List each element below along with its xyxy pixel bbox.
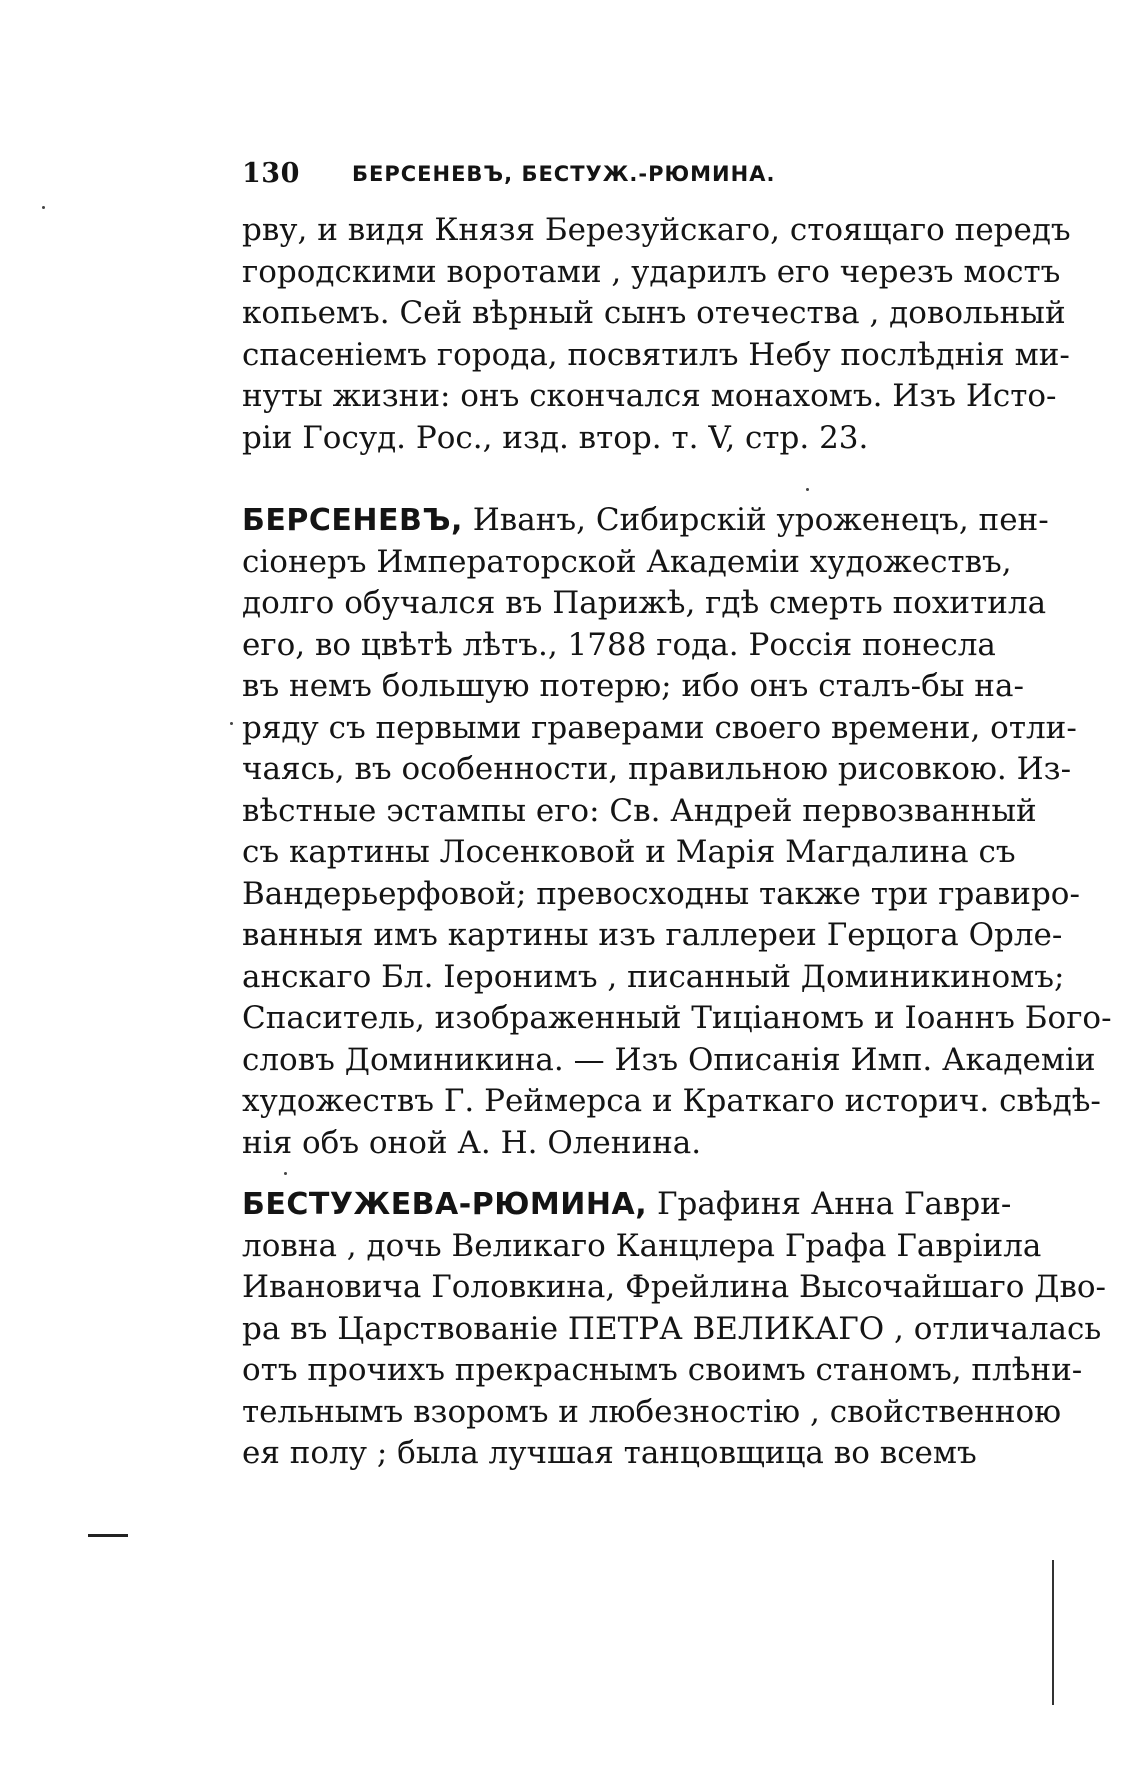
paragraph-continuation: [242, 210, 1071, 459]
entry-bestuzheva-ryumina: [242, 1184, 1107, 1475]
text-line: долго обучался въ Парижѣ, гдѣ смерть похитила: [242, 585, 1047, 621]
text-line: рву, и видя Князя Березуйскаго, стоящаго передъ: [242, 212, 1071, 248]
text-line: ра въ Царствованіе ПЕТРА ВЕЛИКАГО , отличалась: [242, 1310, 1102, 1347]
entry-first-line: [242, 500, 1049, 542]
text-line: ловна , дочь Великаго Канцлера Графа Гавріила: [242, 1227, 1042, 1264]
margin-dash-mark: [88, 1534, 128, 1537]
entry-first-line-text: Графиня Анна Гаври-: [656, 1186, 1012, 1222]
text-line: анскаго Бл. Іеронимъ , писанный Доминикиномъ;: [242, 958, 1065, 995]
entry-first-line: [242, 1184, 1012, 1226]
entry-name: БЕРСЕНЕВЪ,: [242, 503, 463, 538]
page-header: [242, 158, 972, 198]
text-line: вѣстные эстампы его: Св. Андрей первозванный: [242, 792, 1037, 829]
scan-speck: [230, 722, 233, 725]
text-line: словъ Доминикина. — Изъ Описанія Имп. Академіи: [242, 1041, 1096, 1078]
text-line: отъ прочихъ прекраснымъ своимъ станомъ, плѣни-: [242, 1352, 1083, 1388]
text-line: его, во цвѣтѣ лѣтъ., 1788 года. Россія понесла: [242, 626, 996, 663]
text-line: Спаситель, изображенный Тиціаномъ и Іоаннъ Бого-: [242, 1000, 1112, 1036]
text-line: ванныя имъ картины изъ галлереи Герцога Орле-: [242, 917, 1063, 953]
text-line: художествъ Г. Реймерса и Краткаго историч. свѣдѣ-: [242, 1083, 1101, 1119]
text-line: Ивановича Головкина, Фрейлина Высочайшаго Дво-: [242, 1269, 1107, 1305]
text-line: городскими воротами , ударилъ его черезъ мостъ: [242, 253, 1061, 290]
text-line: ряду съ первыми граверами своего времени, отли-: [242, 709, 1077, 746]
entry-name: БЕСТУЖЕВА-РЮМИНА,: [242, 1187, 648, 1222]
entry-first-line-text: Иванъ, Сибирскій уроженецъ, пен-: [472, 502, 1049, 538]
text-line: въ немъ большую потерю; ибо онъ сталъ-бы на-: [242, 668, 1024, 704]
text-line: ея полу ; была лучшая танцовщица во всемъ: [242, 1435, 977, 1471]
page-number: 130: [242, 158, 300, 189]
scan-speck: [284, 1172, 287, 1175]
text-line: чаясь, въ особенности, правильною рисовкою. Из-: [242, 751, 1072, 787]
scan-speck: [42, 206, 45, 209]
text-line: ріи Госуд. Рос., изд. втор. т. V, стр. 23.: [242, 419, 869, 456]
entry-bersenev: [242, 500, 1112, 1164]
text-line: нія объ оной А. Н. Оленина.: [242, 1124, 702, 1161]
text-line: нуты жизни: онъ скончался монахомъ. Изъ Исто-: [242, 378, 1057, 414]
running-head: БЕРСЕНЕВЪ, БЕСТУЖ.-РЮМИНА.: [352, 162, 776, 186]
scan-speck: [806, 488, 809, 491]
text-line: тельнымъ взоромъ и любезностію , свойственною: [242, 1393, 1062, 1430]
text-line: Вандерьерфовой; превосходны также три гравиро-: [242, 875, 1080, 912]
text-line: копьемъ. Сей вѣрный сынъ отечества , довольный: [242, 295, 1066, 331]
margin-vertical-mark: [1052, 1560, 1054, 1705]
text-line: спасеніемъ города, посвятилъ Небу послѣднія ми-: [242, 336, 1070, 373]
text-line: сіонеръ Императорской Академіи художествъ,: [242, 543, 1012, 580]
text-line: съ картины Лосенковой и Марія Магдалина съ: [242, 834, 1016, 870]
